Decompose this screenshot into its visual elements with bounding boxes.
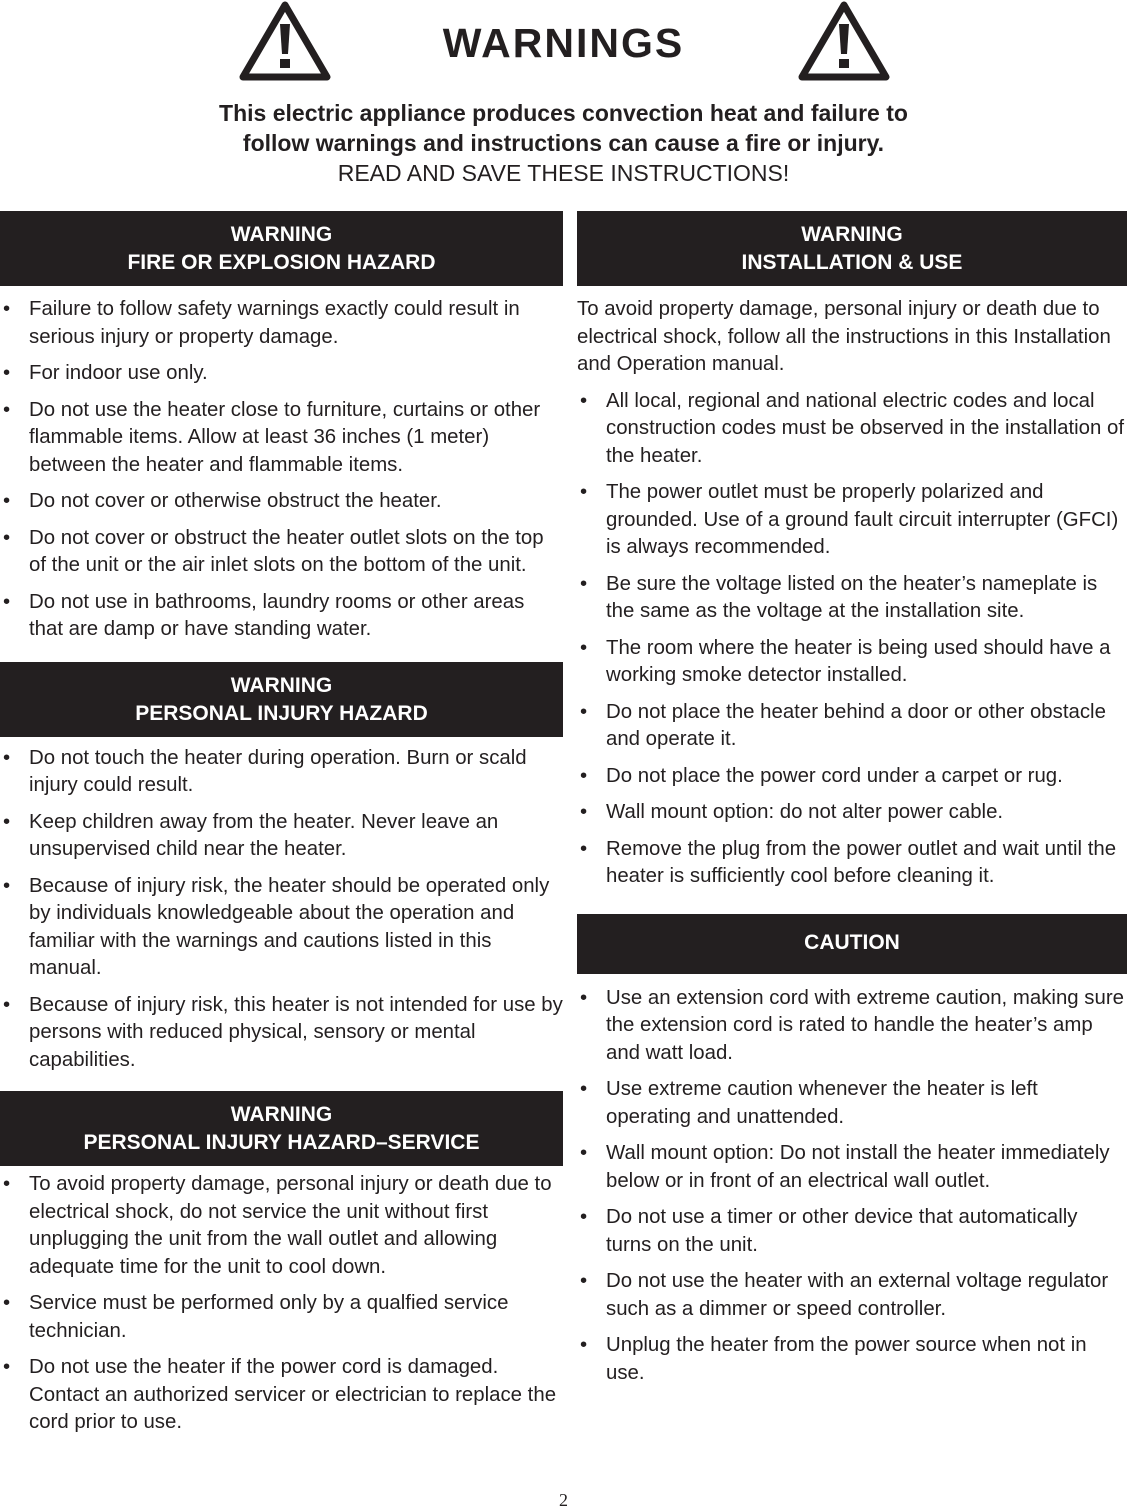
bullet-icon: • — [580, 1078, 588, 1100]
list-item — [577, 699, 1127, 754]
bullet-icon: • — [580, 636, 588, 659]
list-item — [577, 763, 1127, 791]
list-item-text: Do not cover or otherwise obstruct the heater. — [29, 490, 442, 512]
intro-line: READ AND SAVE THESE INSTRUCTIONS! — [337, 160, 790, 186]
list-item — [0, 525, 563, 580]
list-item-text: Do not use the heater close to furniture, curtains or other flammable items. Allow at least 36 inches (1 meter) between the heater and flammable items. — [29, 398, 541, 476]
list-item-text: Use extreme caution whenever the heater is left operating and unattended. — [606, 1078, 1038, 1128]
bullet-icon: • — [580, 1206, 588, 1228]
list-item — [577, 635, 1127, 690]
list-item — [0, 360, 563, 388]
bullet-icon: • — [3, 362, 11, 384]
bullet-icon: • — [3, 398, 11, 421]
list-item-text: Failure to follow safety warnings exactly could result in serious injury or property damage. — [29, 298, 520, 348]
list-item — [577, 836, 1127, 891]
list-item-text: Wall mount option: do not alter power cable. — [606, 801, 1004, 823]
caution-list — [577, 985, 1127, 1388]
bullet-icon: • — [580, 801, 588, 823]
list-item-text: The power outlet must be properly polarized and grounded. Use of a ground fault circuit interrupter (GFCI) is always recommended. — [606, 481, 1119, 558]
page-number: 2 — [559, 1490, 568, 1510]
list-item — [577, 1140, 1127, 1195]
list-item — [577, 1268, 1127, 1323]
bullet-icon: • — [580, 837, 588, 860]
list-item-text: Be sure the voltage listed on the heater’s nameplate is the same as the voltage at the installation site. — [606, 572, 1098, 622]
banner-label: WARNING — [230, 673, 333, 697]
list-item — [577, 985, 1127, 1068]
bullet-icon: • — [3, 1356, 11, 1378]
list-item — [0, 809, 563, 864]
list-item — [0, 589, 563, 644]
bullet-icon: • — [580, 700, 588, 723]
list-item — [0, 1354, 563, 1437]
bullet-icon: • — [580, 572, 588, 595]
list-item-text: Wall mount option: Do not install the heater immediately below or in front of an electrical wall outlet. — [606, 1142, 1110, 1192]
intro-text — [0, 98, 1127, 188]
list-item — [0, 296, 563, 351]
banner-label: WARNING — [801, 223, 903, 246]
list-item — [0, 873, 563, 983]
list-item-text: Unplug the heater from the power source when not in use. — [606, 1334, 1087, 1384]
list-item — [577, 388, 1127, 471]
list-item-text: Keep children away from the heater. Never leave an unsupervised child near the heater. — [29, 810, 499, 860]
personal-injury-banner — [0, 662, 563, 737]
service-hazard-banner — [0, 1091, 563, 1166]
banner-label: WARNING — [230, 1103, 333, 1126]
list-item-text: Do not cover or obstruct the heater outlet slots on the top of the unit or the air inlet slots on the bottom of the unit. — [29, 526, 544, 576]
bullet-icon: • — [580, 764, 588, 787]
intro-line: follow warnings and instructions can cause a fire or injury. — [242, 130, 885, 156]
list-item-text: Do not place the heater behind a door or other obstacle and operate it. — [606, 700, 1106, 750]
list-item — [577, 571, 1127, 626]
warning-triangle-icon — [797, 0, 891, 82]
bullet-icon: • — [3, 874, 11, 897]
list-item-text: For indoor use only. — [29, 362, 208, 384]
bullet-icon: • — [580, 1270, 588, 1292]
bullet-icon: • — [3, 993, 11, 1016]
list-item-text: Remove the plug from the power outlet and wait until the heater is sufficiently cool before cleaning it. — [606, 837, 1117, 887]
list-item-text: To avoid property damage, personal injury or death due to electrical shock, do not service the unit without first unplugging the unit from the wall outlet and allowing adequate time for the unit to cool down. — [29, 1173, 552, 1278]
list-item — [0, 745, 563, 800]
bullet-icon: • — [580, 1334, 588, 1356]
list-item-text: Do not use the heater with an external voltage regulator such as a dimmer or speed controller. — [606, 1270, 1109, 1320]
bullet-icon: • — [3, 590, 11, 613]
banner-title: FIRE OR EXPLOSION HAZARD — [127, 251, 436, 274]
list-item-text: Because of injury risk, the heater should be operated only by individuals knowledgeable about the operation and familiar with the warnings and cautions listed in this manual. — [29, 874, 550, 979]
banner-label: WARNING — [230, 223, 333, 246]
list-item — [577, 1076, 1127, 1131]
bullet-icon: • — [3, 490, 11, 512]
bullet-icon: • — [580, 1142, 588, 1164]
banner-title: PERSONAL INJURY HAZARD — [135, 701, 428, 725]
bullet-icon: • — [3, 526, 11, 549]
list-item-text: Use an extension cord with extreme caution, making sure the extension cord is rated to handle the heater’s amp and watt load. — [606, 986, 1124, 1064]
list-item — [0, 1290, 563, 1345]
bullet-icon: • — [3, 1292, 11, 1314]
list-item-text: Service must be performed only by a qualfied service technician. — [29, 1292, 509, 1342]
bullet-icon: • — [3, 298, 11, 320]
list-item — [0, 1171, 563, 1281]
list-item-text: Do not use the heater if the power cord is damaged. Contact an authorized servicer or electrician to replace the cord prior to use. — [29, 1356, 557, 1433]
list-item — [0, 992, 563, 1075]
list-item-text: All local, regional and national electric codes and local construction codes must be observed in the installation of the heater. — [606, 389, 1124, 467]
page-title: WARNINGS — [442, 20, 685, 66]
banner-title: PERSONAL INJURY HAZARD–SERVICE — [83, 1131, 480, 1154]
banner-title: CAUTION — [804, 930, 900, 954]
bullet-icon: • — [3, 1173, 11, 1195]
list-item — [577, 479, 1127, 562]
installation-list — [577, 388, 1127, 891]
bullet-icon: • — [3, 810, 11, 833]
installation-banner — [577, 211, 1127, 286]
list-item-text: The room where the heater is being used should have a working smoke detector installed. — [606, 636, 1111, 686]
list-item-text: Do not use a timer or other device that automatically turns on the unit. — [606, 1206, 1078, 1256]
list-item — [577, 799, 1127, 827]
right-column — [577, 211, 1127, 1387]
page-header — [0, 0, 1127, 200]
list-item — [0, 488, 563, 516]
left-column — [0, 211, 563, 1437]
personal-injury-list — [0, 745, 563, 1075]
intro-line: This electric appliance produces convection heat and failure to — [219, 100, 908, 126]
bullet-icon: • — [580, 389, 588, 412]
bullet-icon: • — [580, 986, 588, 1009]
list-item-text: Do not touch the heater during operation. Burn or scald injury could result. — [29, 746, 527, 796]
list-item-text: Because of injury risk, this heater is not intended for use by persons with reduced physical, sensory or mental capabilities. — [29, 993, 563, 1071]
bullet-icon: • — [3, 746, 11, 769]
banner-title: INSTALLATION & USE — [741, 251, 963, 274]
service-hazard-list — [0, 1171, 563, 1437]
list-item — [577, 1204, 1127, 1259]
fire-hazard-list — [0, 296, 563, 644]
caution-banner — [577, 914, 1127, 974]
fire-hazard-banner — [0, 211, 563, 286]
installation-intro: To avoid property damage, personal injury or death due to electrical shock, follow all the instructions in this Installation and Operation manual. — [577, 298, 1111, 375]
list-item-text: Do not use in bathrooms, laundry rooms or other areas that are damp or have standing water. — [29, 590, 525, 640]
list-item — [577, 1332, 1127, 1387]
list-item-text: Do not place the power cord under a carpet or rug. — [606, 764, 1063, 787]
list-item — [0, 397, 563, 480]
bullet-icon: • — [580, 481, 588, 503]
